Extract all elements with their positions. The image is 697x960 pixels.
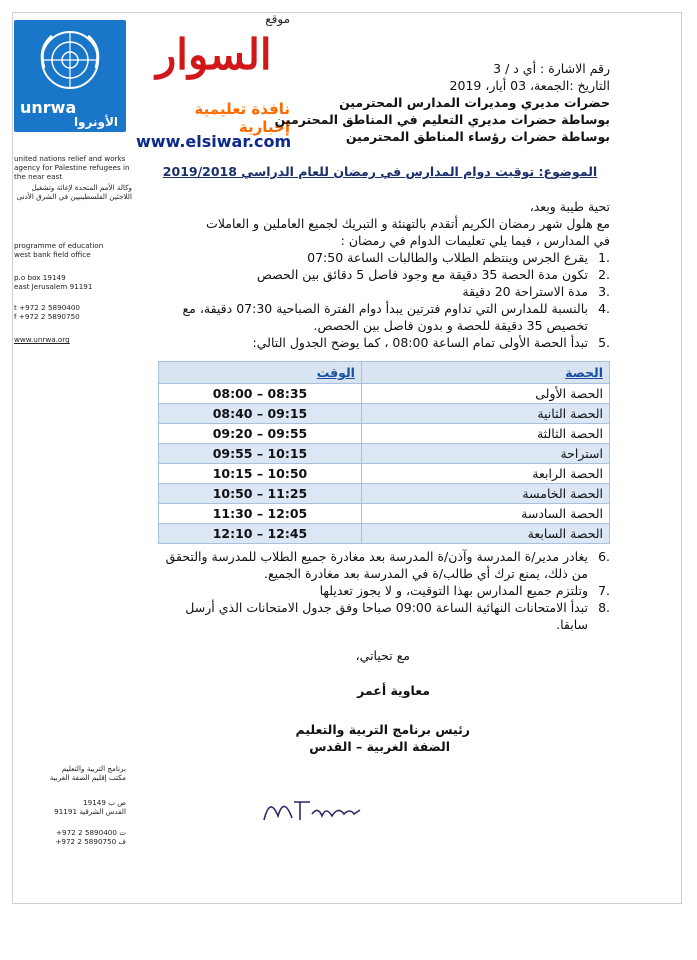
item-number: 3. [598, 284, 610, 299]
time-cell: 08:00 – 08:35 [159, 384, 362, 404]
watermark-url[interactable]: www.elsiwar.com [136, 132, 292, 151]
period-cell: الحصة السادسة [361, 504, 609, 524]
list-item [150, 266, 610, 283]
time-cell: 10:15 – 10:50 [159, 464, 362, 484]
ar-fax-label: ف [118, 837, 126, 846]
table-row [159, 424, 610, 444]
letterhead-sidebar [14, 20, 144, 846]
po-box: p.o box 19149 [14, 273, 66, 282]
list-item [150, 599, 610, 633]
item-text: وتلتزم جميع المدارس بهذا التوقيت، و لا يجوز تعديلها [319, 583, 588, 598]
period-cell: استراحة [361, 444, 609, 464]
fax: f +972 2 5890750 [14, 312, 80, 321]
item-text: يقرع الجرس وينتظم الطلاب والطالبات الساعة 07:50 [307, 250, 588, 265]
watermark-tagline: نافذة تعليمية إخبارية [194, 100, 290, 136]
item-number: 4. [598, 301, 610, 316]
time-cell: 11:30 – 12:05 [159, 504, 362, 524]
list-item [150, 334, 610, 351]
period-cell: الحصة الثالثة [361, 424, 609, 444]
ar-city: القدس الشرقية 91191 [54, 807, 126, 816]
programme: programme of education [14, 241, 104, 250]
signer-name: معاوية أعمر [357, 683, 430, 698]
city: east Jerusalem 91191 [14, 282, 93, 291]
recipient-line-1: حضرات مديري ومديرات المدارس المحترمين [339, 95, 610, 110]
item-number: 2. [598, 267, 610, 282]
time-cell: 12:10 – 12:45 [159, 524, 362, 544]
org-name-en: united nations relief and works agency for Palestine refugees in the near east [14, 154, 130, 181]
item-number: 1. [598, 250, 610, 265]
table-row [159, 504, 610, 524]
intro-line-2: في المدارس ، فيما يلي تعليمات الدوام في رمضان : [340, 233, 610, 248]
time-cell: 08:40 – 09:15 [159, 404, 362, 424]
item-text: تبدأ الامتحانات النهائية الساعة 09:00 صباحا وفق جدول الامتحانات الذي أرسل سابقا. [185, 600, 588, 632]
table-row [159, 444, 610, 464]
list-item [150, 300, 610, 334]
logo-text-ar: الأونروا [73, 115, 118, 129]
field-office: west bank field office [14, 250, 91, 259]
period-cell: الحصة الثانية [361, 404, 609, 424]
col-header-time: الوقت [159, 362, 362, 384]
ar-fax: +972 2 5890750 [55, 837, 117, 846]
item-text: بالنسبة للمدارس التي تداوم فترتين يبدأ دوام الفترة الصباحية 07:30 دقيقة، مع تخصيص 35 دقيقة للحصة و بدون فاصل بين الحصص. [182, 301, 588, 333]
period-cell: الحصة الأولى [361, 384, 609, 404]
list-item [150, 283, 610, 300]
watermark-site-word: موقع [265, 12, 290, 26]
period-cell: الحصة الخامسة [361, 484, 609, 504]
table-row [159, 384, 610, 404]
item-number: 5. [598, 335, 610, 350]
signer-title-1: رئيس برنامج التربية والتعليم [295, 722, 470, 737]
recipient-line-3: بوساطة حضرات رؤساء المناطق المحترمين [345, 129, 610, 144]
item-text: مدة الاستراحة 20 دقيقة [462, 284, 588, 299]
period-cell: الحصة الرابعة [361, 464, 609, 484]
signer-title-2: الضفة الغربية – القدس [309, 739, 450, 754]
arabic-address-block [14, 764, 144, 846]
recipient-line-2: بوساطة حضرات مديري التعليم في المناطق المحترمين [274, 112, 610, 127]
un-emblem-icon [30, 28, 110, 96]
item-text: يغادر مدير/ة المدرسة وآذن/ة المدرسة بعد مغادرة جميع الطلاب للمدرسة والتحقق من ذلك، يمنع ترك أي طالب/ة في المدرسة بعد مغادرة الجميع. [165, 549, 588, 581]
time-cell: 09:20 – 09:55 [159, 424, 362, 444]
item-text: تبدأ الحصة الأولى تمام الساعة 08:00 ، كما يوضح الجدول التالي: [252, 335, 588, 350]
item-number: 7. [598, 583, 610, 598]
ar-tel-label: ت [119, 828, 126, 837]
instructions-list-a [150, 249, 610, 351]
period-cell: الحصة السابعة [361, 524, 609, 544]
time-cell: 10:50 – 11:25 [159, 484, 362, 504]
table-header-row [159, 362, 610, 384]
handwritten-signature [260, 790, 390, 828]
letter-date: التاريخ :الجمعة، 03 أيار، 2019 [449, 78, 610, 93]
list-item [150, 249, 610, 266]
watermark-name: السوار [156, 30, 272, 79]
table-row [159, 524, 610, 544]
time-cell: 09:55 – 10:15 [159, 444, 362, 464]
letter-subject: الموضوع: توقيت دوام المدارس في رمضان للعام الدراسي 2019/2018 [162, 164, 598, 179]
item-number: 8. [598, 600, 610, 615]
letter-body [150, 60, 610, 755]
telephone: t +972 2 5890400 [14, 303, 80, 312]
table-row [159, 464, 610, 484]
item-number: 6. [598, 549, 610, 564]
intro-line-1: مع هلول شهر رمضان الكريم أتقدم بالتهنئة و التبريك لجميع العاملين و العاملات [206, 216, 610, 231]
table-row [159, 484, 610, 504]
list-item [150, 548, 610, 582]
logo-text-en: unrwa [20, 98, 77, 117]
greeting: تحية طيبة وبعد، [529, 199, 610, 214]
ar-tel: +972 2 5890400 [56, 828, 117, 837]
ar-pobox: ص ب 19149 [83, 798, 126, 807]
ar-programme: برنامج التربية والتعليم [61, 764, 126, 773]
website-link[interactable]: www.unrwa.org [14, 335, 70, 344]
col-header-period: الحصة [361, 362, 609, 384]
closing: مع تحياتي، [355, 648, 410, 663]
org-name-ar: وكالة الأمم المتحدة لإغاثة وتشغيل اللاجئين الفلسطينيين في الشرق الأدنى [16, 183, 132, 201]
table-row [159, 404, 610, 424]
list-item [150, 582, 610, 599]
instructions-list-b [150, 548, 610, 633]
ar-office: مكتب إقليم الضفة الغربية [49, 773, 126, 782]
schedule-table [158, 361, 610, 544]
reference-number: رقم الاشارة : أي د / 3 [493, 61, 610, 76]
unrwa-logo [14, 20, 126, 132]
item-text: تكون مدة الحصة 35 دقيقة مع وجود فاصل 5 دقائق بين الحصص [256, 267, 588, 282]
